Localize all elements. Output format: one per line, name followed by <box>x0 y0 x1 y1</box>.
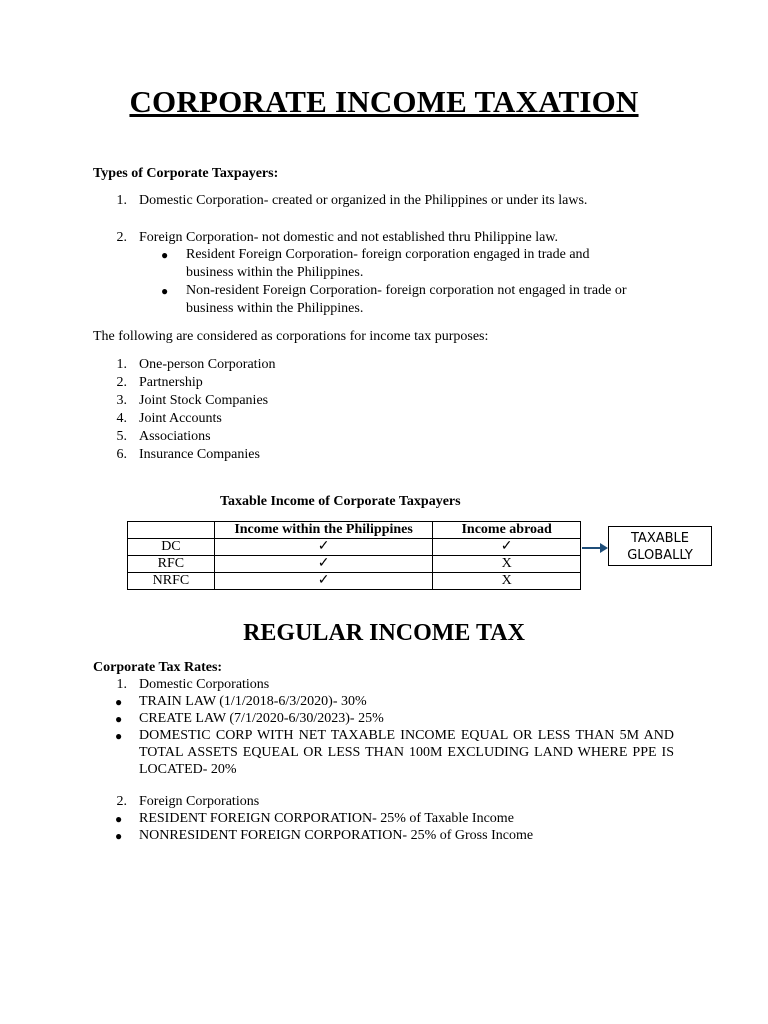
list-item: Joint Accounts <box>139 411 222 426</box>
list-item: Domestic Corporation- created or organized in the Philippines or under its laws. <box>139 193 588 208</box>
types-heading: Types of Corporate Taxpayers: <box>93 166 279 181</box>
table-row <box>128 573 581 590</box>
list-number: 2. <box>116 230 127 245</box>
header-cell: Income within the Philippines <box>214 522 433 539</box>
table-row <box>128 556 581 573</box>
taxable-globally-box <box>608 526 712 566</box>
rate-bullet: DOMESTIC CORP WITH NET TAXABLE INCOME EQUAL OR LESS THAN 5M AND TOTAL ASSETS EQUEAL OR LESS THAN 100M EXCLUDING LAND WHERE PPE IS LOCATED- 20% <box>139 728 674 777</box>
bullet-icon: ● <box>115 729 123 743</box>
list-number: 1. <box>116 357 127 372</box>
header-cell <box>128 522 215 539</box>
document-title: CORPORATE INCOME TAXATION <box>129 84 639 119</box>
bullet-icon: ● <box>115 712 123 726</box>
bullet-icon: ● <box>115 829 123 843</box>
within-cell: ✓ <box>214 573 433 590</box>
list-item: One-person Corporation <box>139 357 276 372</box>
row-type-cell: NRFC <box>128 573 215 590</box>
list-item: Associations <box>139 429 211 444</box>
list-number: 2. <box>116 794 127 809</box>
list-item: Foreign Corporation- not domestic and not established thru Philippine law. <box>139 230 559 245</box>
bullet-icon: ● <box>115 695 123 709</box>
abroad-cell: ✓ <box>433 539 581 556</box>
header-cell: Income abroad <box>433 522 581 539</box>
list-number: 6. <box>116 447 127 462</box>
taxable-income-table <box>127 521 581 590</box>
sub-bullet-line: Non-resident Foreign Corporation- foreign corporation not engaged in trade or <box>186 283 627 298</box>
bullet-icon: ● <box>161 248 169 262</box>
rate-bullet: RESIDENT FOREIGN CORPORATION- 25% of Taxable Income <box>139 811 514 826</box>
sub-bullet-line: business within the Philippines. <box>186 265 364 280</box>
list-item: Partnership <box>139 375 203 390</box>
list-number: 2. <box>116 375 127 390</box>
bullet-icon: ● <box>161 284 169 298</box>
within-cell: ✓ <box>214 539 433 556</box>
table-header-row <box>128 522 581 539</box>
list-item: Joint Stock Companies <box>139 393 269 408</box>
table-row <box>128 539 581 556</box>
list-number: 1. <box>116 193 127 208</box>
abroad-cell: X <box>433 573 581 590</box>
list-number: 5. <box>116 429 127 444</box>
sub-bullet-line: business within the Philippines. <box>186 301 364 316</box>
rate-bullet: TRAIN LAW (1/1/2018-6/3/2020)- 30% <box>139 694 367 709</box>
list-number: 1. <box>116 677 127 692</box>
sub-bullet-line: Resident Foreign Corporation- foreign corporation engaged in trade and <box>186 247 590 262</box>
abroad-cell: X <box>433 556 581 573</box>
list-item: Domestic Corporations <box>139 677 270 692</box>
side-note-line: TAXABLE <box>631 531 689 546</box>
side-note-line: GLOBALLY <box>627 548 693 563</box>
row-type-cell: RFC <box>128 556 215 573</box>
rate-bullet: CREATE LAW (7/1/2020-6/30/2023)- 25% <box>139 711 384 726</box>
arrow-right-icon <box>580 541 610 555</box>
within-cell: ✓ <box>214 556 433 573</box>
list-number: 3. <box>116 393 127 408</box>
considered-intro: The following are considered as corporations for income tax purposes: <box>93 329 489 344</box>
list-item: Foreign Corporations <box>139 794 260 809</box>
rates-heading: Corporate Tax Rates: <box>93 660 223 675</box>
bullet-icon: ● <box>115 812 123 826</box>
list-number: 4. <box>116 411 127 426</box>
rate-bullet: NONRESIDENT FOREIGN CORPORATION- 25% of Gross Income <box>139 828 534 843</box>
table-caption: Taxable Income of Corporate Taxpayers <box>220 494 461 509</box>
list-item: Insurance Companies <box>139 447 260 462</box>
row-type-cell: DC <box>128 539 215 556</box>
regular-income-tax-heading: REGULAR INCOME TAX <box>243 620 525 646</box>
